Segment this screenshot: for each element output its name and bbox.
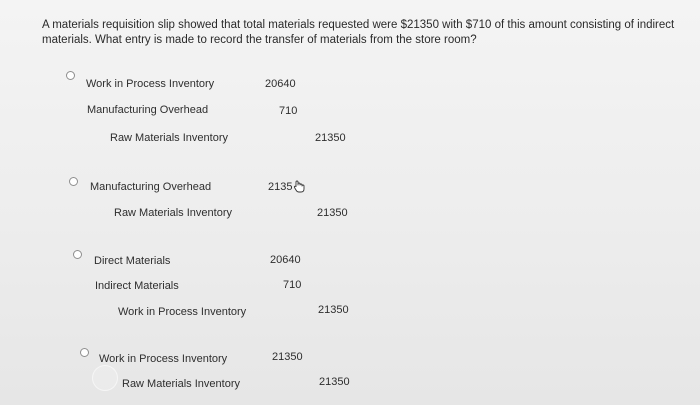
option-c-debit-amount-1: 20640 — [270, 254, 301, 266]
option-a-debit-amount-2: 710 — [279, 105, 298, 117]
question-text: A materials requisition slip showed that total materials requested were $21350 with $710 of this amount consisting of indirect materials. What entry is made to record the transfer of materials from the store room? — [42, 19, 675, 46]
option-a-credit-amount-1: 21350 — [315, 132, 346, 144]
option-a-debit-account-1: Work in Process Inventory — [86, 78, 215, 90]
option-a-credit-account-1: Raw Materials Inventory — [110, 132, 228, 144]
option-c-credit-amount-1: 21350 — [318, 304, 349, 316]
option-c-debit-amount-2: 710 — [283, 279, 302, 291]
radio-button-icon[interactable] — [80, 348, 89, 357]
option-a-debit-account-2: Manufacturing Overhead — [87, 104, 209, 116]
option-b-debit-amount-1: 2135 — [268, 181, 293, 193]
radio-button-icon[interactable] — [73, 250, 82, 259]
option-c-debit-account-2: Indirect Materials — [95, 280, 179, 292]
screen-glare — [92, 365, 118, 391]
option-d-credit-amount-1: 21350 — [319, 376, 350, 388]
option-d-debit-amount-1: 21350 — [272, 351, 303, 363]
option-a-debit-amount-1: 20640 — [265, 78, 296, 90]
option-d-debit-account-1: Work in Process Inventory — [99, 353, 228, 365]
option-b-debit-account-1: Manufacturing Overhead — [90, 181, 212, 193]
option-c-debit-account-1: Direct Materials — [94, 255, 171, 267]
radio-button-icon[interactable] — [69, 177, 78, 186]
option-b-credit-account-1: Raw Materials Inventory — [114, 207, 232, 219]
radio-button-icon[interactable] — [66, 71, 75, 80]
option-c-credit-account-1: Work in Process Inventory — [118, 306, 247, 318]
option-b-credit-amount-1: 21350 — [317, 207, 348, 219]
hand-pointer-cursor-icon — [292, 179, 306, 193]
option-d-credit-account-1: Raw Materials Inventory — [122, 378, 240, 390]
